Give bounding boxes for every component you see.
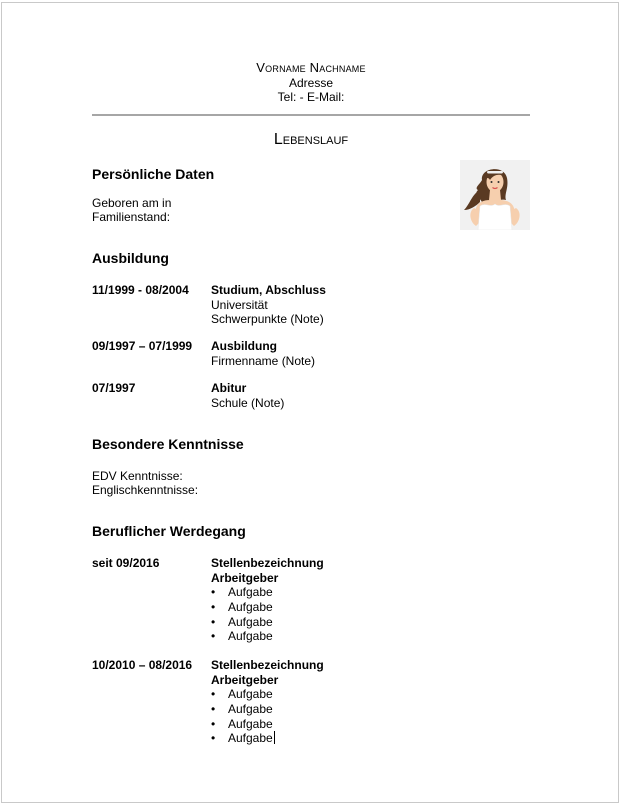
education-date: 09/1997 – 07/1999 bbox=[92, 339, 193, 353]
career-heading: Beruflicher Werdegang bbox=[92, 523, 246, 539]
task-list bbox=[211, 687, 324, 746]
task-item: • Aufgabe bbox=[211, 600, 324, 615]
education-heading: Ausbildung bbox=[92, 250, 169, 266]
task-item: • Aufgabe bbox=[211, 585, 324, 600]
header-name: Vorname Nachname bbox=[256, 60, 366, 75]
education-date: 07/1997 bbox=[92, 381, 136, 395]
education-line: Universität bbox=[211, 297, 268, 312]
education-line: Schule (Note) bbox=[211, 395, 285, 410]
education-line: Schwerpunkte (Note) bbox=[211, 312, 324, 326]
education-line: Firmenname (Note) bbox=[211, 353, 316, 368]
career-entry bbox=[211, 556, 324, 644]
career-employer: Arbeitgeber bbox=[211, 672, 279, 687]
document-title: Lebenslauf bbox=[273, 131, 349, 148]
profile-photo[interactable] bbox=[460, 160, 530, 230]
career-date: 10/2010 – 08/2016 bbox=[92, 658, 193, 672]
task-item bbox=[211, 731, 324, 746]
personal-family: Familienstand: bbox=[92, 210, 171, 224]
task-list bbox=[211, 585, 324, 644]
skills-english: Englischkenntnisse: bbox=[92, 483, 199, 497]
task-item: • Aufgabe bbox=[211, 629, 324, 644]
education-title: Abitur bbox=[211, 381, 247, 395]
task-item-text: Aufgabe bbox=[228, 731, 273, 746]
personal-born: Geboren am in bbox=[92, 196, 172, 210]
career-date: seit 09/2016 bbox=[92, 556, 160, 570]
task-item: • Aufgabe bbox=[211, 702, 324, 717]
education-entry bbox=[211, 339, 315, 368]
education-entry bbox=[211, 381, 284, 410]
header-contact: Tel: - E-Mail: bbox=[277, 90, 345, 104]
header-divider bbox=[92, 114, 530, 116]
skills-heading: Besondere Kenntnisse bbox=[92, 436, 244, 452]
career-position: Stellenbezeichnung bbox=[211, 556, 324, 570]
task-item: • Aufgabe bbox=[211, 717, 324, 732]
woman-avatar-icon bbox=[460, 160, 530, 230]
header-address: Adresse bbox=[288, 76, 334, 90]
personal-heading: Persönliche Daten bbox=[92, 166, 215, 182]
skills-edv: EDV Kenntnisse: bbox=[92, 469, 183, 483]
career-entry bbox=[211, 658, 324, 746]
task-item: • Aufgabe bbox=[211, 615, 324, 630]
career-position: Stellenbezeichnung bbox=[211, 658, 324, 672]
text-cursor bbox=[274, 731, 275, 744]
career-employer: Arbeitgeber bbox=[211, 570, 279, 585]
education-entry bbox=[211, 283, 326, 327]
education-title: Ausbildung bbox=[211, 339, 277, 353]
education-title: Studium, Abschluss bbox=[211, 283, 326, 297]
task-item: • Aufgabe bbox=[211, 687, 324, 702]
education-date: 11/1999 - 08/2004 bbox=[92, 283, 189, 297]
